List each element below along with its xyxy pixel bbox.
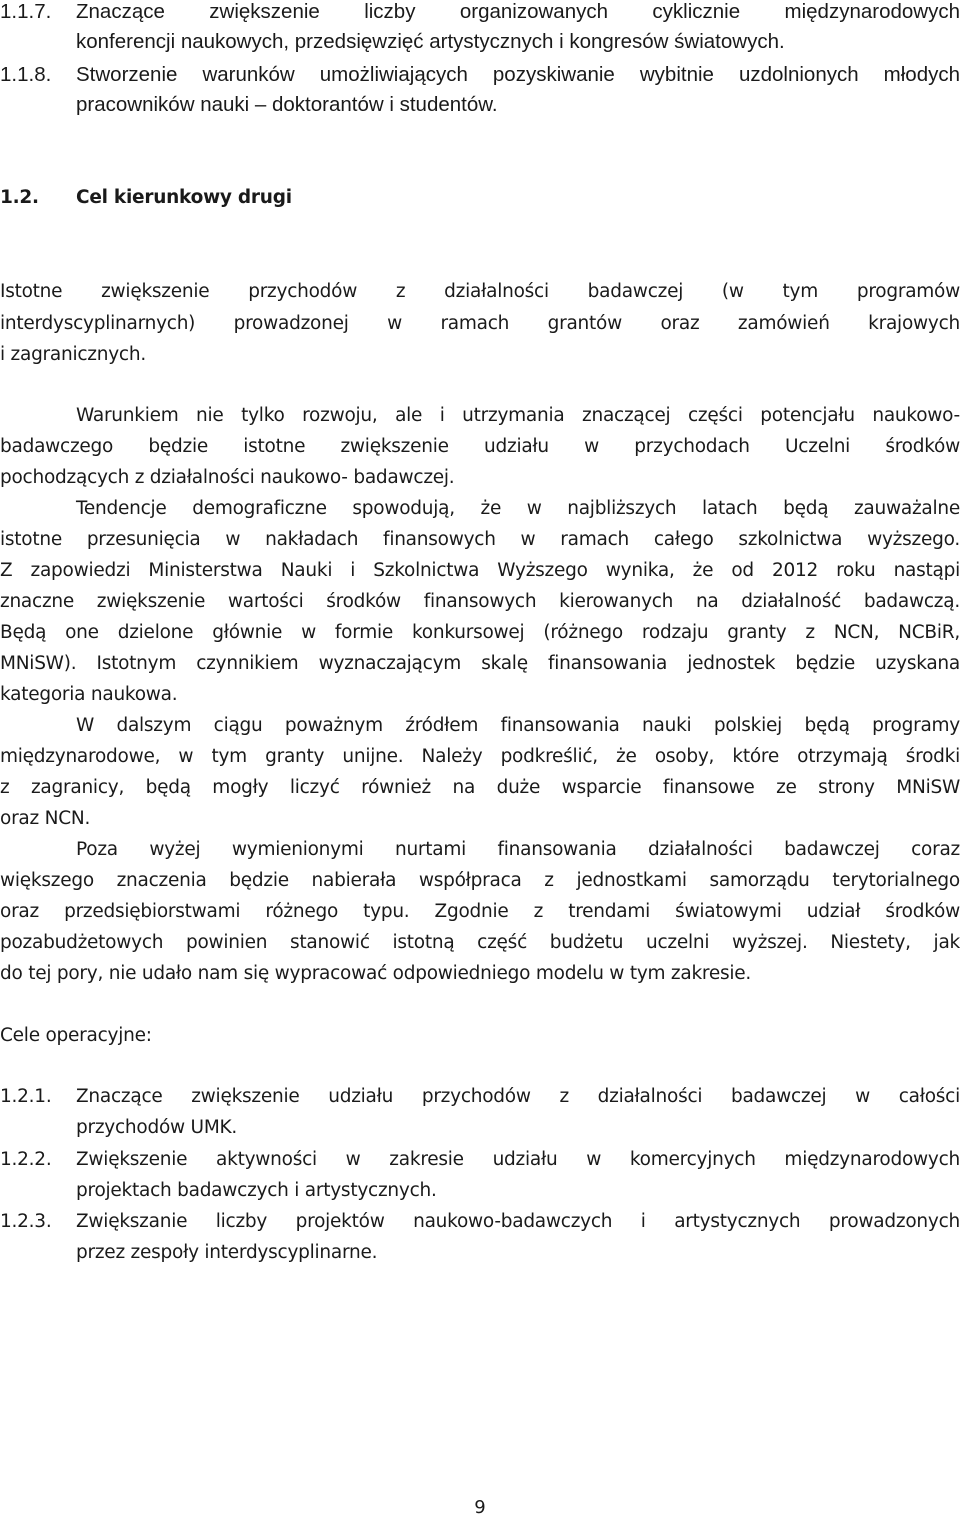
body-line: istotne przesunięcia w nakładach finansowych w ramach całego szkolnictwa wyższego. xyxy=(0,529,960,550)
section-title: Cel kierunkowy drugi xyxy=(76,187,292,208)
page-number: 9 xyxy=(474,1497,486,1518)
body-line: z zagranicy, będą mogły liczyć również na duże wsparcie finansowe ze strony MNiSW xyxy=(0,777,960,798)
intro-line: i zagranicznych. xyxy=(0,344,146,365)
body-line: W dalszym ciągu poważnym źródłem finansowania nauki polskiej będą programy xyxy=(76,715,960,736)
item-text-line: pracowników nauki – doktorantów i studentów. xyxy=(76,93,498,116)
item-text-line: przychodów UMK. xyxy=(76,1117,238,1138)
body-line: oraz NCN. xyxy=(0,808,91,829)
item-number: 1.2.2. xyxy=(0,1149,52,1170)
section-number: 1.2. xyxy=(0,187,39,208)
item-text-line: Zwiększenie aktywności w zakresie udziału w komercyjnych międzynarodowych xyxy=(76,1149,960,1170)
body-line: oraz przedsiębiorstwami różnego typu. Zgodnie z trendami światowymi udział środków xyxy=(0,901,960,922)
body-line: MNiSW). Istotnym czynnikiem wyznaczającym skalę finansowania jednostek będzie uzyskana xyxy=(0,653,960,674)
body-line: Z zapowiedzi Ministerstwa Nauki i Szkolnictwa Wyższego wynika, że od 2012 roku nastąpi xyxy=(0,560,960,581)
item-text-line: Stworzenie warunków umożliwiających pozyskiwanie wybitnie uzdolnionych młodych xyxy=(76,63,960,86)
item-text-line: Znaczące zwiększenie liczby organizowanych cyklicznie międzynarodowych xyxy=(76,0,960,23)
body-line: pozabudżetowych powinien stanowić istotną część budżetu uczelni wyższej. Niestety, jak xyxy=(0,932,960,953)
item-number: 1.1.7. xyxy=(0,0,52,23)
item-number: 1.1.8. xyxy=(0,63,52,86)
body-line: Tendencje demograficzne spowodują, że w najbliższych latach będą zauważalne xyxy=(76,498,960,519)
body-line: Warunkiem nie tylko rozwoju, ale i utrzymania znaczącej części potencjału naukowo- xyxy=(76,405,960,426)
body-line: Będą one dzielone głównie w formie konkursowej (różnego rodzaju granty z NCN, NCBiR, xyxy=(0,622,960,643)
ops-heading: Cele operacyjne: xyxy=(0,1025,152,1046)
item-text-line: przez zespoły interdyscyplinarne. xyxy=(76,1242,378,1263)
body-line: do tej pory, nie udało nam się wypracować odpowiedniego modelu w tym zakresie. xyxy=(0,963,752,984)
item-text-line: Znaczące zwiększenie udziału przychodów z działalności badawczej w całości xyxy=(76,1086,960,1107)
body-line: kategoria naukowa. xyxy=(0,684,178,705)
item-text-line: projektach badawczych i artystycznych. xyxy=(76,1180,437,1201)
item-text-line: konferencji naukowych, przedsięwzięć artystycznych i kongresów światowych. xyxy=(76,30,785,53)
body-line: znaczne zwiększenie wartości środków finansowych kierowanych na działalność badawczą. xyxy=(0,591,960,612)
intro-line: Istotne zwiększenie przychodów z działalności badawczej (w tym programów xyxy=(0,281,960,302)
item-number: 1.2.3. xyxy=(0,1211,52,1232)
item-number: 1.2.1. xyxy=(0,1086,52,1107)
body-line: pochodzących z działalności naukowo- badawczej. xyxy=(0,467,455,488)
body-line: większego znaczenia będzie nabierała współpraca z jednostkami samorządu terytorialnego xyxy=(0,870,960,891)
body-line: badawczego będzie istotne zwiększenie udziału w przychodach Uczelni środków xyxy=(0,436,960,457)
item-text-line: Zwiększanie liczby projektów naukowo-badawczych i artystycznych prowadzonych xyxy=(76,1211,960,1232)
body-line: Poza wyżej wymienionymi nurtami finansowania działalności badawczej coraz xyxy=(76,839,960,860)
body-line: międzynarodowe, w tym granty unijne. Należy podkreślić, że osoby, które otrzymają środki xyxy=(0,746,960,767)
intro-line: interdyscyplinarnych) prowadzonej w ramach grantów oraz zamówień krajowych xyxy=(0,313,960,334)
